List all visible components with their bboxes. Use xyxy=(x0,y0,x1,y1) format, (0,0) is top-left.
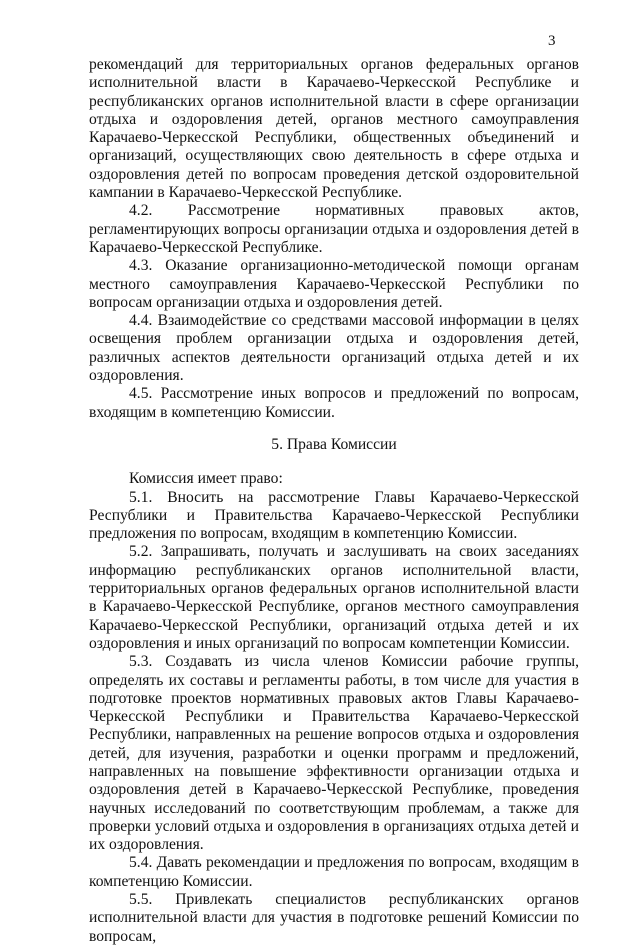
paragraph-5-2: 5.2. Запрашивать, получать и заслушивать на своих заседаниях информацию республиканских органов исполнительной власти, территориальных органов федеральных органов исполнительной власти в Карачаево-Черкесской Республике, органов местного самоуправления Карачаево-Черкесской Республики, организаций отдыха детей и их оздоровления и иных организаций по вопросам компетенции Комиссии. xyxy=(89,543,579,652)
paragraph-continuation: рекомендаций для территориальных органов федеральных органов исполнительной власти в Карачаево-Черкесской Республике и республиканских органов исполнительной власти в сфере организации отдыха и оздоровления детей, органов местного самоуправления Карачаево-Черкесской Республики, общественных объединений и организаций, осуществляющих свою деятельность в сфере отдыха и оздоровления детей по вопросам проведения детской оздоровительной кампании в Карачаево-Черкесской Республике. xyxy=(89,56,579,202)
paragraph-5-5: 5.5. Привлекать специалистов республиканских органов исполнительной власти для участия в подготовке решений Комиссии по вопросам, xyxy=(89,891,579,945)
paragraph-4-4: 4.4. Взаимодействие со средствами массовой информации в целях освещения проблем организации отдыха и оздоровления детей, различных аспектов деятельности организаций отдыха детей и их оздоровления. xyxy=(89,312,579,385)
paragraph-5-4: 5.4. Давать рекомендации и предложения по вопросам, входящим в компетенцию Комиссии. xyxy=(89,854,579,890)
document-body xyxy=(89,56,579,946)
page-number: 3 xyxy=(548,33,556,49)
paragraph-5-1: 5.1. Вносить на рассмотрение Главы Карачаево-Черкесской Республики и Правительства Карачаево-Черкесской Республики предложения по вопросам, входящим в компетенцию Комиссии. xyxy=(89,488,579,543)
paragraph-rights-intro: Комиссия имеет право: xyxy=(129,470,283,488)
paragraph-4-2: 4.2. Рассмотрение нормативных правовых актов, регламентирующих вопросы организации отдыха и оздоровления детей в Карачаево-Черкесской Республике. xyxy=(89,202,579,256)
paragraph-4-3: 4.3. Оказание организационно-методической помощи органам местного самоуправления Карачаево-Черкесской Республики по вопросам организации отдыха и оздоровления детей. xyxy=(89,257,579,311)
paragraph-5-3: 5.3. Создавать из числа членов Комиссии рабочие группы, определять их составы и регламенты работы, в том числе для участия в подготовке проектов нормативных правовых актов Главы Карачаево-Черкесской Республики и Правительства Карачаево-Черкесской Республики, направленных на решение вопросов отдыха и оздоровления детей, для изучения, разработки и оценки программ и предложений, направленных на повышение эффективности организации отдыха и оздоровления детей в Карачаево-Черкесской Республике, проведения научных исследований по соответствующим проблемам, а также для проверки условий отдыха и оздоровления в организациях отдыха детей и их оздоровления. xyxy=(89,653,579,854)
section-heading: 5. Права Комиссии xyxy=(271,435,397,453)
paragraph-4-5: 4.5. Рассмотрение иных вопросов и предложений по вопросам, входящим в компетенцию Комиссии. xyxy=(89,385,579,421)
